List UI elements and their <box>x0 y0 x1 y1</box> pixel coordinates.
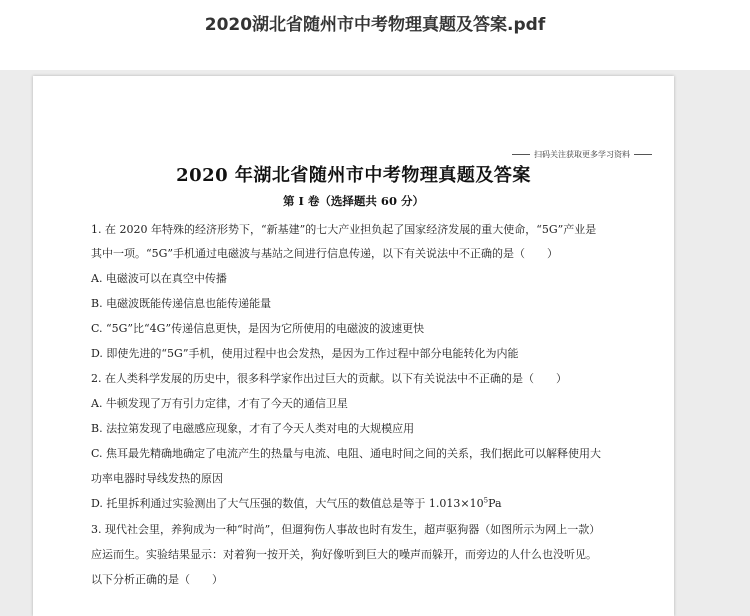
divider <box>512 154 530 155</box>
question-line: 1. 在 2020 年特殊的经济形势下，“新基建”的七大产业担负起了国家经济发展的重大使命，“5G”产业是 <box>91 223 597 236</box>
promo-banner <box>508 149 656 160</box>
answer-option: A. 电磁波可以在真空中传播 <box>91 272 227 285</box>
top-bar <box>0 0 750 70</box>
document-page <box>33 76 674 616</box>
answer-option: B. 法拉第发现了电磁感应现象，才有了今天人类对电的大规模应用 <box>91 422 415 435</box>
question-line: 3. 现代社会里，养狗成为一种“时尚”，但遛狗伤人事故也时有发生，超声驱狗器（如图所示为网上一款） <box>91 523 601 536</box>
exponent: 5 <box>483 496 489 505</box>
promo-text: 扫码关注获取更多学习资料 <box>534 150 630 159</box>
answer-option: B. 电磁波既能传递信息也能传递能量 <box>91 297 272 310</box>
answer-option: D. 即使先进的“5G”手机，使用过程中也会发热，是因为工作过程中部分电能转化为内能 <box>91 347 519 360</box>
question-line: 以下分析正确的是（ ） <box>91 573 223 586</box>
answer-option <box>91 495 502 511</box>
answer-option: A. 牛顿发现了万有引力定律，才有了今天的通信卫星 <box>91 397 348 410</box>
divider <box>634 154 652 155</box>
answer-option: C. 焦耳最先精确地确定了电流产生的热量与电流、电阻、通电时间之间的关系，我们据此可以解释使用大 <box>91 447 602 460</box>
section-title: 第 I 卷（选择题共 60 分） <box>283 194 424 208</box>
answer-option: 功率电器时导线发热的原因 <box>91 472 223 485</box>
question-line: 应运而生。实验结果显示：对着狗一按开关，狗好像听到巨大的噪声而躲开，而旁边的人什么也没听见。 <box>91 548 597 561</box>
unit: Pa <box>488 497 502 510</box>
question-line: 2. 在人类科学发展的历史中，很多科学家作出过巨大的贡献。以下有关说法中不正确的是（ ） <box>91 372 567 385</box>
question-line: 其中一项。“5G”手机通过电磁波与基站之间进行信息传递，以下有关说法中不正确的是（ ） <box>91 247 559 260</box>
answer-option: C. “5G”比“4G”传递信息更快，是因为它所使用的电磁波的波速更快 <box>91 322 425 335</box>
file-title: 2020湖北省随州市中考物理真题及答案.pdf <box>204 15 546 35</box>
option-d-text: D. 托里拆利通过实验测出了大气压强的数值，大气压的数值总是等于 1.013×10 <box>91 497 484 510</box>
document-title: 2020 年湖北省随州市中考物理真题及答案 <box>176 165 531 186</box>
